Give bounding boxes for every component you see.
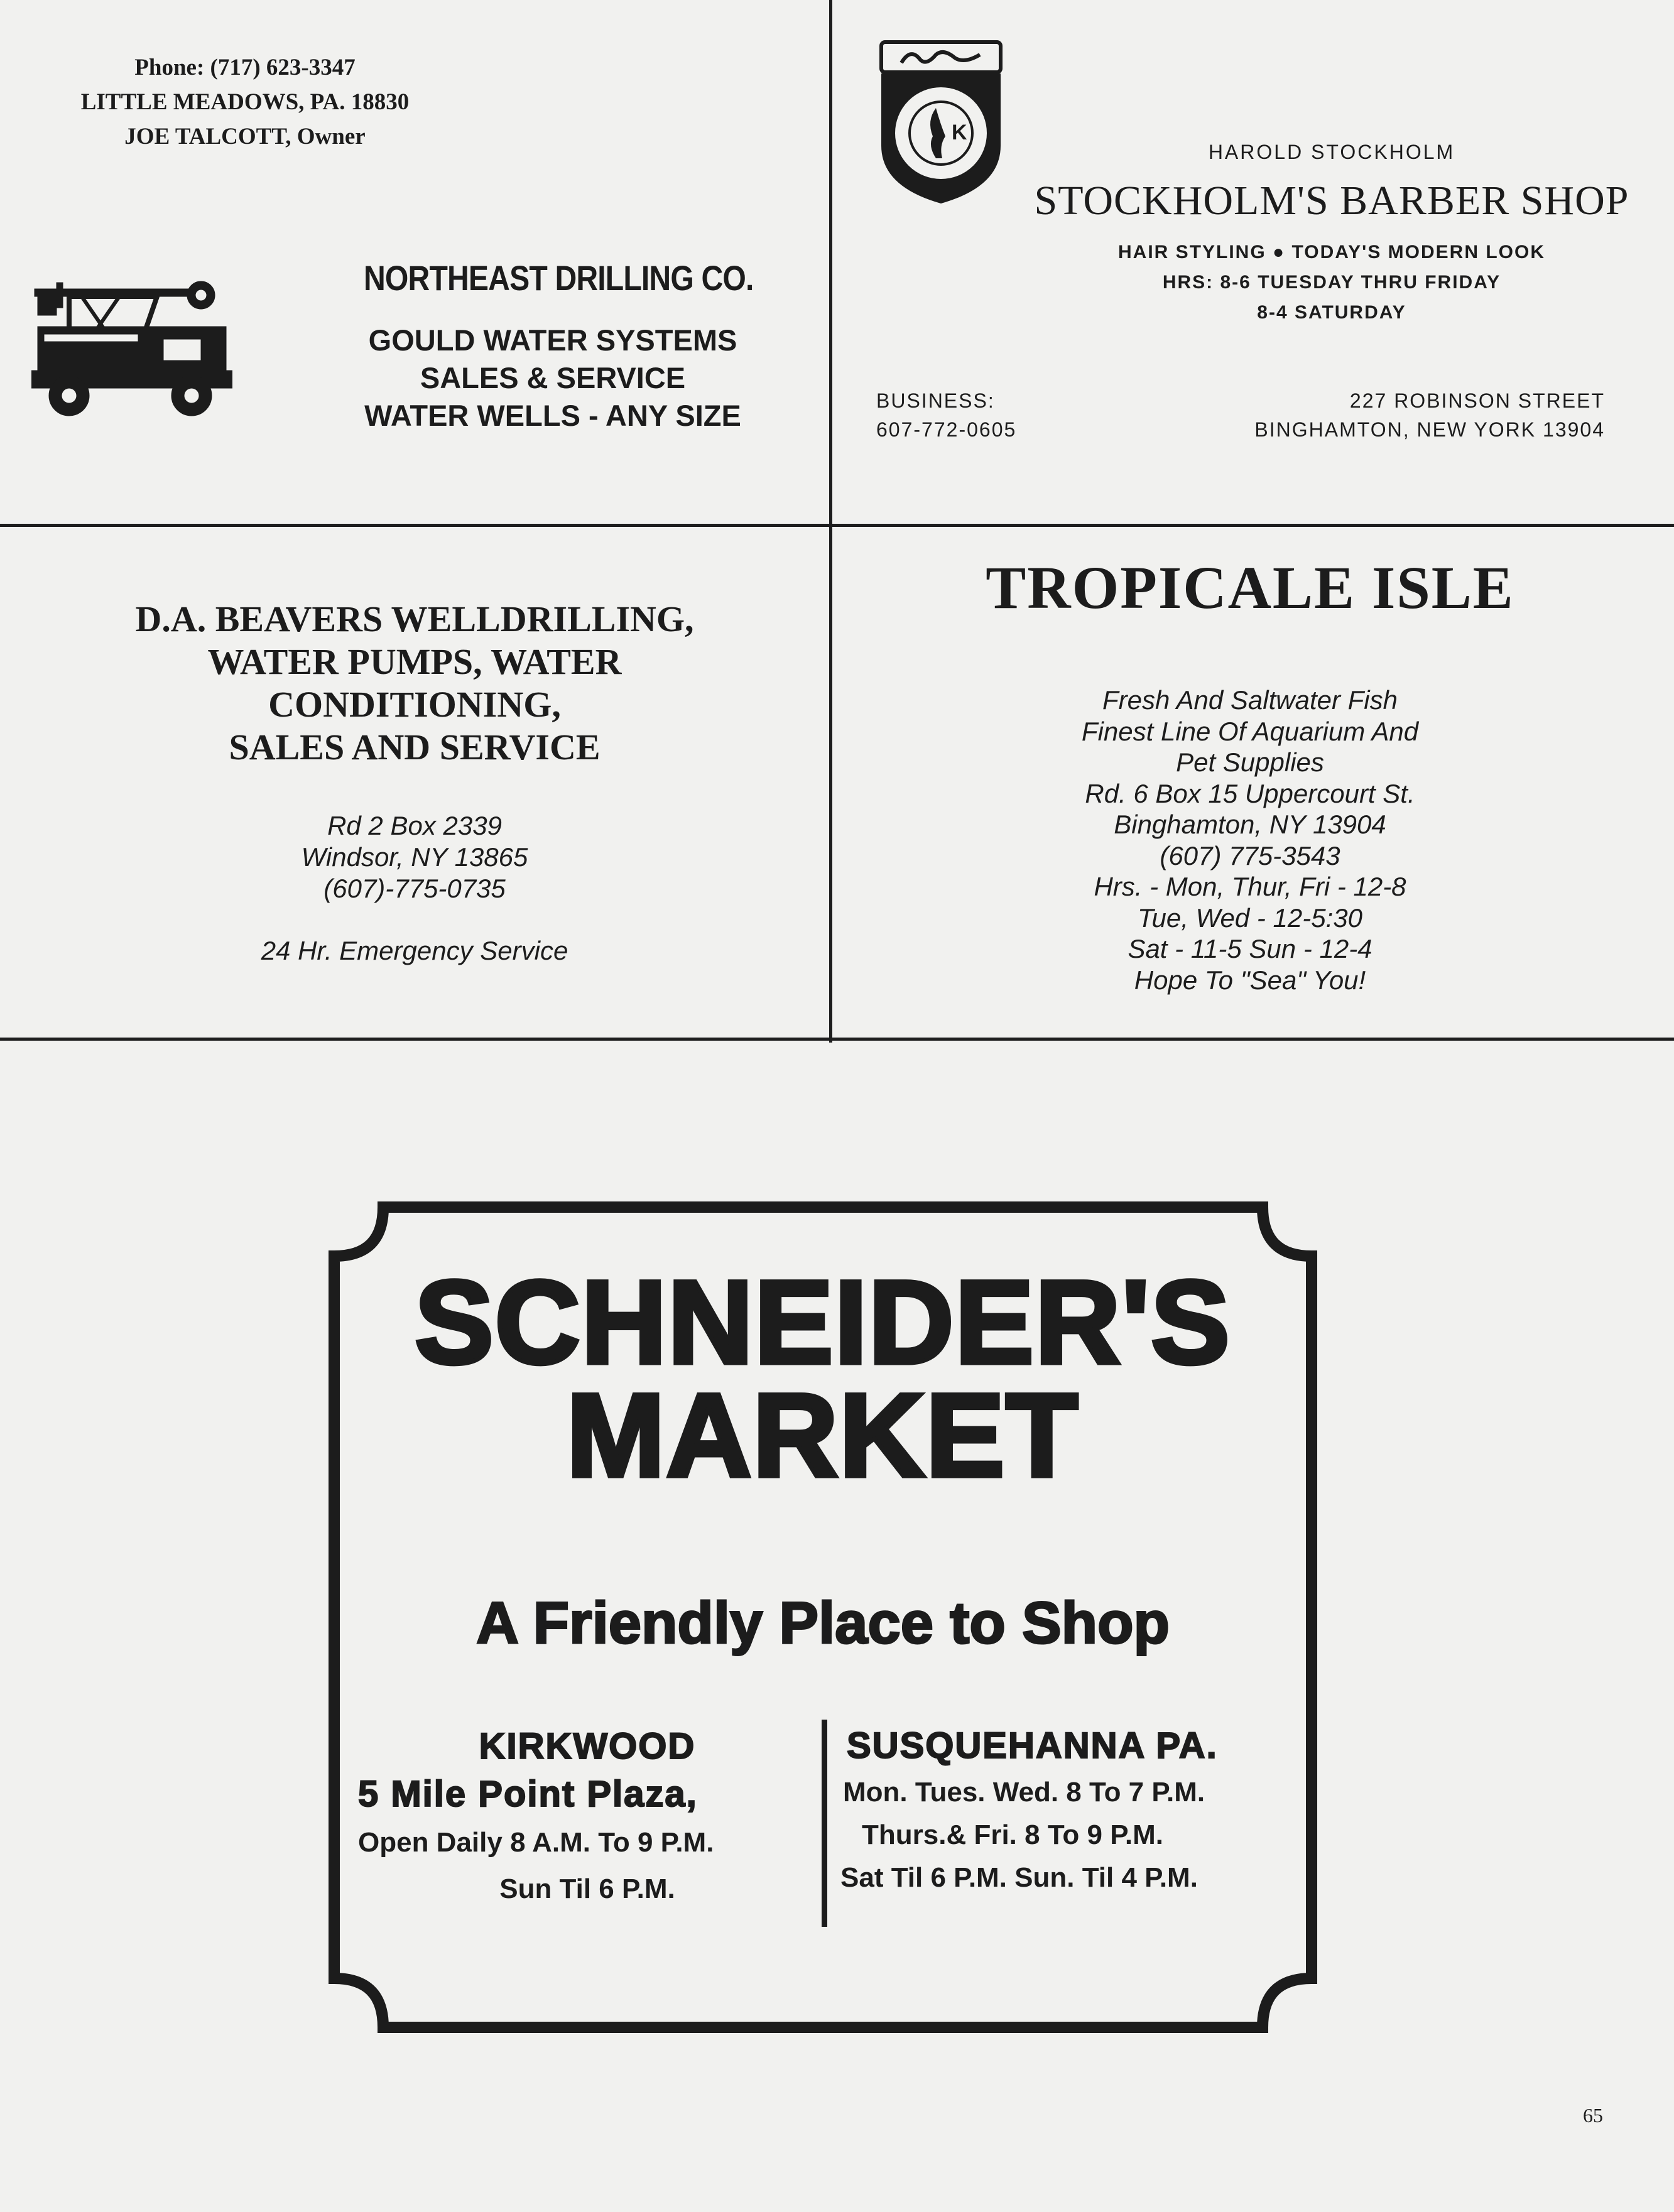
stockholm-shop-name: STOCKHOLM'S BARBER SHOP — [1034, 178, 1629, 224]
kirkwood-plaza: 5 Mile Point Plaza, — [358, 1774, 698, 1814]
beavers-heading-line: SALES AND SERVICE — [229, 727, 601, 767]
stockholm-business-label: BUSINESS: — [876, 389, 995, 412]
tropicale-line: Hrs. - Mon, Thur, Fri - 12-8 — [1094, 872, 1406, 901]
stockholm-street: 227 ROBINSON STREET — [1349, 389, 1605, 412]
beavers-heading — [38, 598, 791, 769]
susquehanna-hours: Mon. Tues. Wed. 8 To 7 P.M. — [843, 1777, 1205, 1808]
beavers-heading-line: D.A. BEAVERS WELLDRILLING, — [135, 599, 694, 639]
vertical-divider — [829, 0, 832, 1043]
tropicale-line: Binghamton, NY 13904 — [1114, 810, 1386, 839]
susquehanna-town: SUSQUEHANNA PA. — [847, 1725, 1218, 1766]
schneiders-name-line1: SCHNEIDER'S — [415, 1256, 1231, 1388]
sculptur-kut-badge-icon — [876, 39, 1008, 205]
stockholm-line: HAIR STYLING ● TODAY'S MODERN LOOK — [1118, 242, 1545, 263]
svg-text:K: K — [952, 121, 967, 144]
tropicale-line: Fresh And Saltwater Fish — [1102, 685, 1398, 715]
tropicale-line: (607) 775-3543 — [1160, 840, 1340, 870]
northeast-line: WATER WELLS - ANY SIZE — [364, 399, 741, 432]
horizontal-divider-bottom — [0, 1038, 1674, 1041]
northeast-company-name: NORTHEAST DRILLING CO. — [364, 258, 754, 298]
beavers-phone: (607)-775-0735 — [323, 874, 506, 903]
stockholm-line: 8-4 SATURDAY — [1257, 302, 1406, 323]
schneiders-susquehanna — [834, 1721, 1312, 1899]
northeast-line: SALES & SERVICE — [420, 361, 686, 394]
tropicale-line: Sat - 11-5 Sun - 12-4 — [1128, 934, 1372, 963]
schneiders-name — [339, 1256, 1307, 1501]
schneiders-kirkwood — [358, 1724, 817, 1912]
beavers-address-line: Windsor, NY 13865 — [301, 842, 528, 872]
beavers-heading-line: WATER PUMPS, WATER — [207, 641, 622, 682]
northeast-services — [333, 322, 773, 435]
northeast-line: GOULD WATER SYSTEMS — [368, 323, 737, 357]
stockholm-line: HRS: 8-6 TUESDAY THRU FRIDAY — [1162, 272, 1501, 293]
stockholm-address — [1131, 386, 1605, 444]
tropicale-line: Hope To "Sea" You! — [1134, 965, 1366, 995]
beavers-address-line: Rd 2 Box 2339 — [327, 811, 502, 840]
stockholm-business — [876, 386, 1016, 444]
tropicale-details — [835, 685, 1665, 995]
schneiders-name-line2: MARKET — [566, 1369, 1080, 1501]
susquehanna-weekend-hours: Sat Til 6 P.M. Sun. Til 4 P.M. — [840, 1862, 1198, 1893]
schneiders-column-divider — [822, 1720, 827, 1927]
drilling-truck-icon — [31, 276, 232, 427]
northeast-location: LITTLE MEADOWS, PA. 18830 — [80, 89, 410, 115]
stockholm-city: BINGHAMTON, NEW YORK 13904 — [1254, 418, 1605, 441]
northeast-phone: Phone: (717) 623-3347 — [134, 55, 356, 80]
beavers-heading-line: CONDITIONING, — [268, 684, 561, 725]
tropicale-name: TROPICALE ISLE — [986, 554, 1514, 621]
stockholm-details — [992, 237, 1671, 328]
page-number: 65 — [1583, 2104, 1603, 2127]
stockholm-business-phone: 607-772-0605 — [876, 418, 1017, 441]
stockholm-owner: HAROLD STOCKHOLM — [1208, 141, 1455, 163]
tropicale-line: Tue, Wed - 12-5:30 — [1138, 903, 1362, 933]
northeast-contact — [25, 50, 465, 154]
beavers-emergency: 24 Hr. Emergency Service — [261, 936, 568, 965]
beavers-address — [38, 810, 791, 904]
kirkwood-sunday-hours: Sun Til 6 P.M. — [499, 1873, 675, 1904]
tropicale-line: Finest Line Of Aquarium And — [1081, 716, 1419, 746]
kirkwood-town: KIRKWOOD — [479, 1726, 696, 1767]
susquehanna-hours: Thurs.& Fri. 8 To 9 P.M. — [862, 1819, 1164, 1850]
tropicale-line: Pet Supplies — [1176, 747, 1324, 777]
northeast-owner: JOE TALCOTT, Owner — [124, 124, 366, 149]
horizontal-divider-top — [0, 524, 1674, 527]
kirkwood-hours: Open Daily 8 A.M. To 9 P.M. — [358, 1827, 714, 1858]
tropicale-line: Rd. 6 Box 15 Uppercourt St. — [1085, 778, 1415, 808]
schneiders-tagline: A Friendly Place to Shop — [476, 1590, 1170, 1656]
